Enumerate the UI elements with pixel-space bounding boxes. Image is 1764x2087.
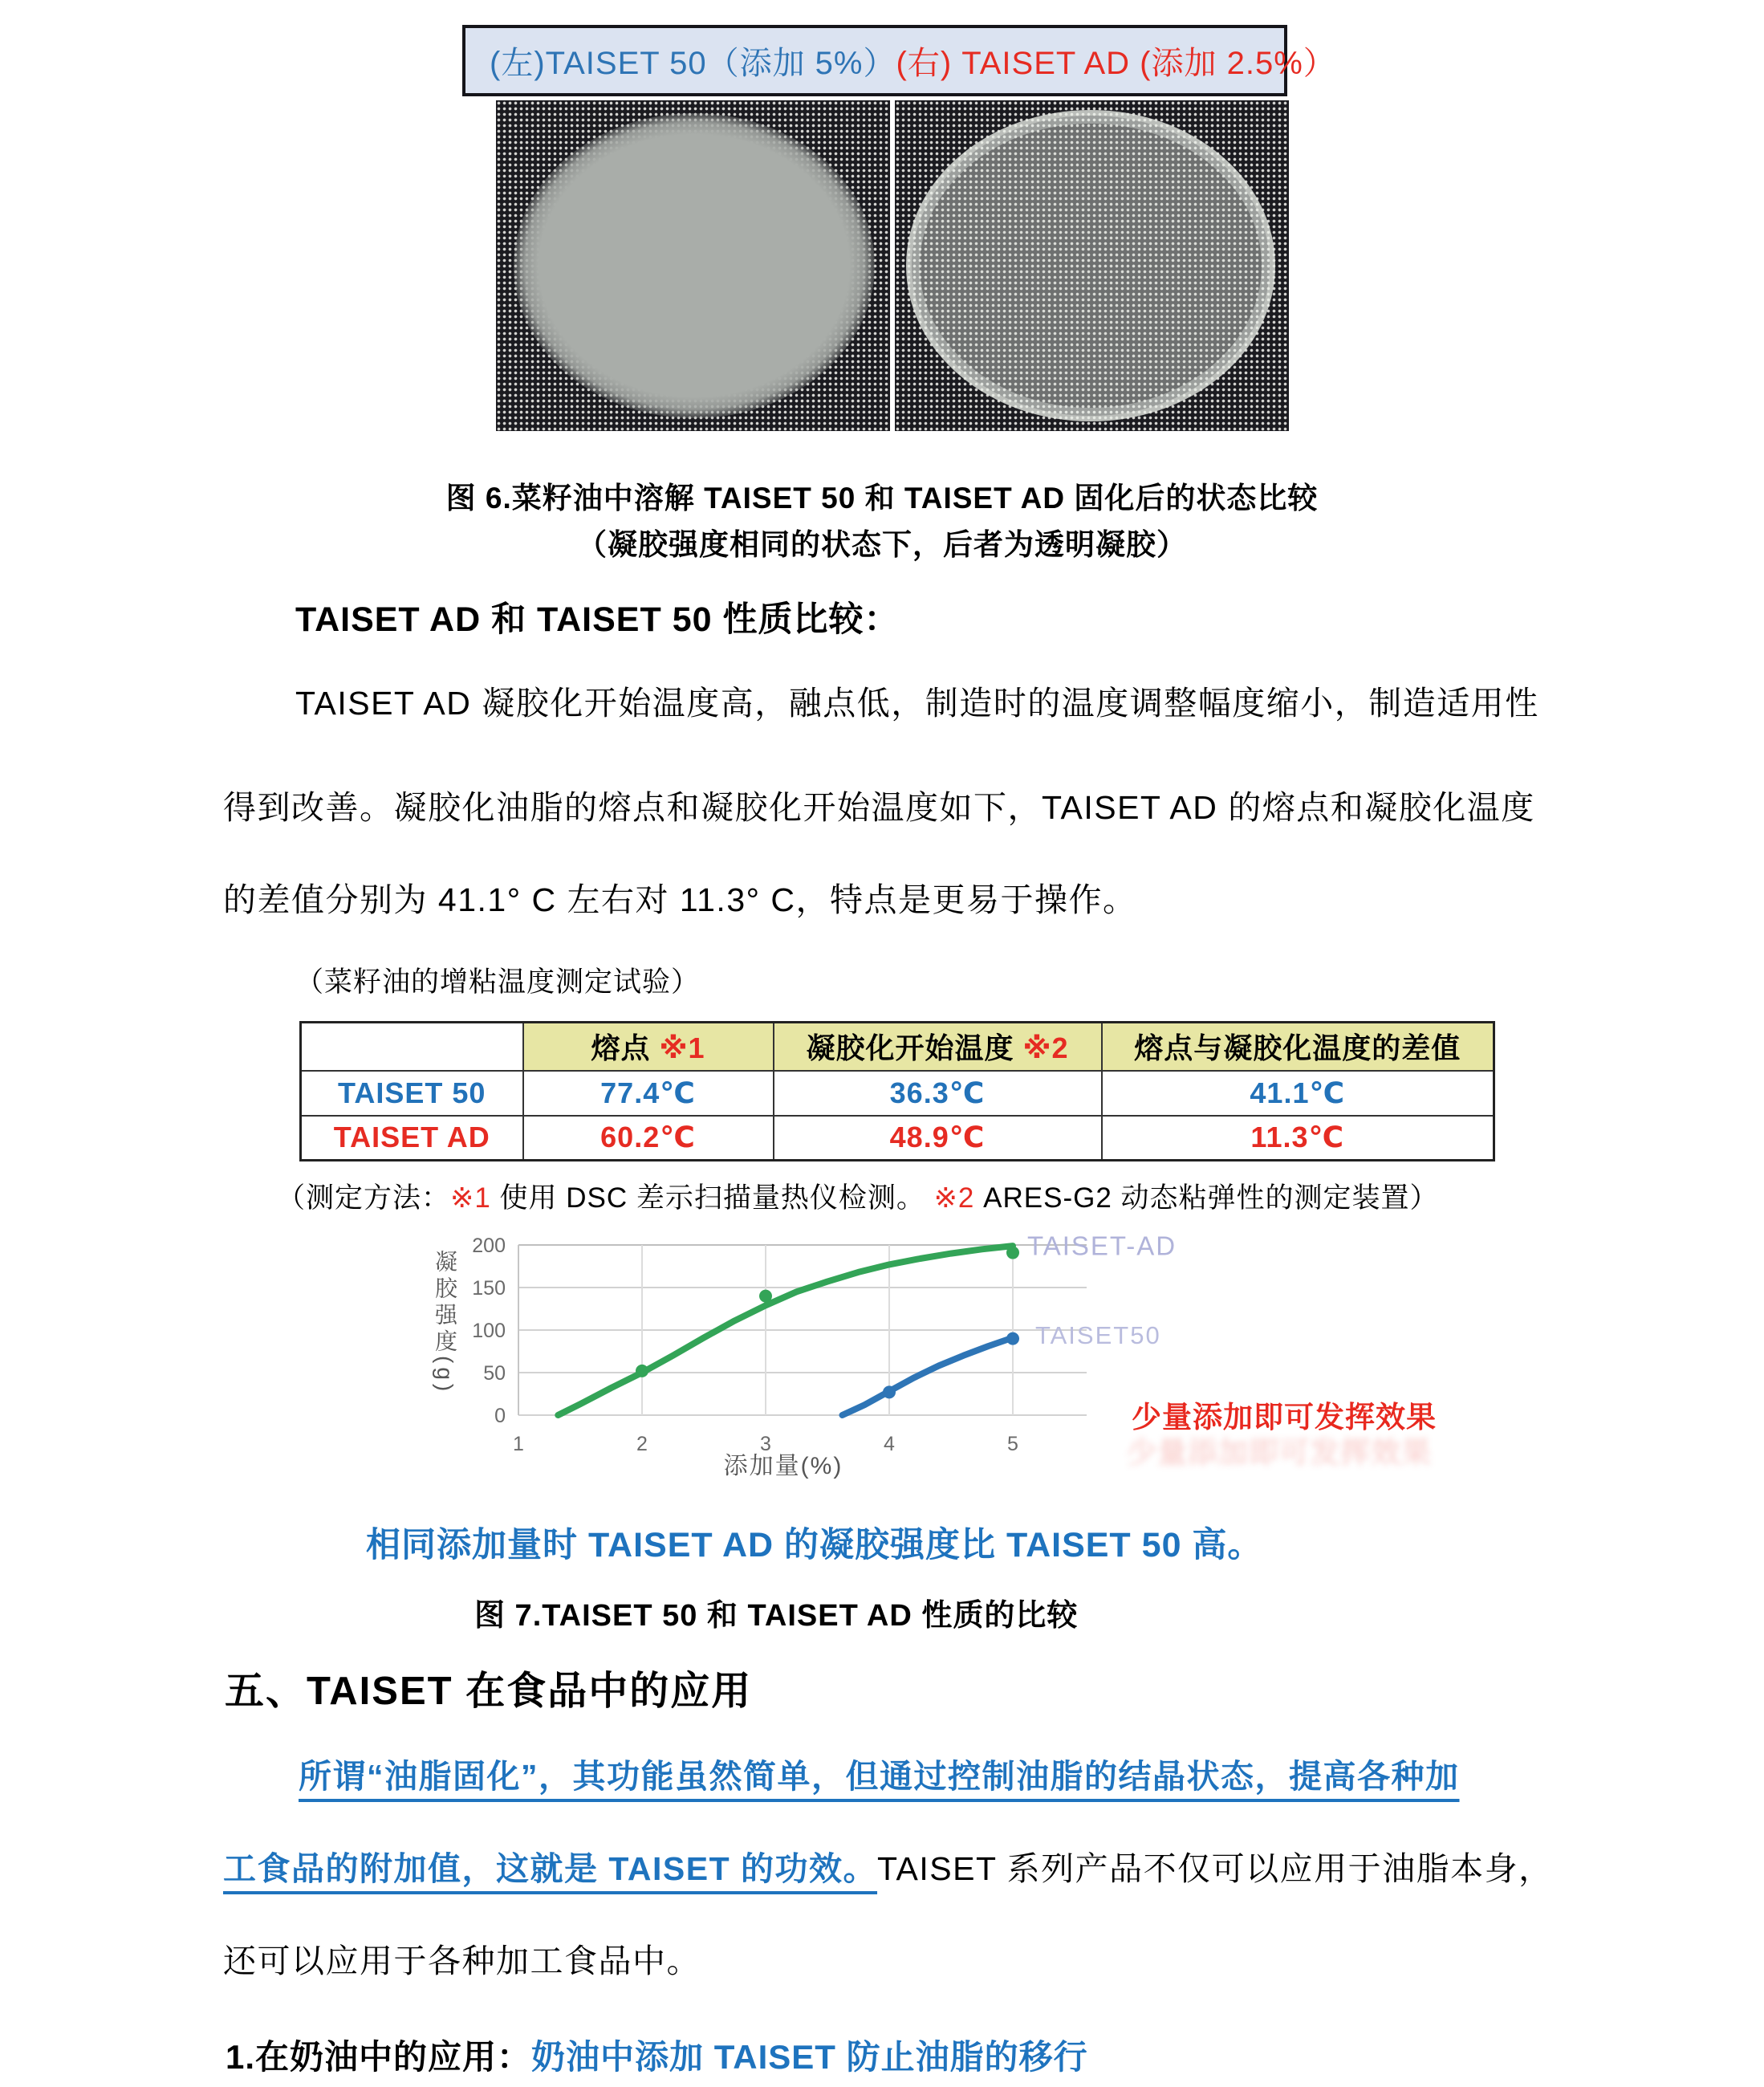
para-line-2: 得到改善。凝胶化油脂的熔点和凝胶化开始温度如下，TAISET AD 的熔点和凝胶化温度 [223, 789, 1535, 826]
method-note [277, 1176, 1439, 1216]
table-cell: 36.3℃ [774, 1071, 1102, 1116]
petri-dish-transparent [906, 110, 1275, 421]
para-line-3: 的差值分别为 41.1° C 左右对 11.3° C，特点是更易于操作。 [223, 881, 1137, 918]
table-cell: 77.4℃ [523, 1071, 774, 1116]
table-header-mark: ※1 [659, 1031, 705, 1065]
app-para-line2-blue: 工食品的附加值，这就是 TAISET 的功效。 [223, 1850, 878, 1887]
table-cell: 11.3℃ [1102, 1116, 1494, 1161]
table-header-cell: 凝胶化开始温度 ※2 [774, 1023, 1102, 1071]
chart-x-axis-title: 添加量(%) [723, 1453, 843, 1479]
application1-label: 1.在奶油中的应用： [226, 2038, 532, 2076]
app-para-line-1 [299, 1750, 1460, 1797]
table-header-mark: ※2 [1022, 1031, 1069, 1065]
table-cell: TAISET 50 [301, 1071, 523, 1116]
y-tick-label: 50 [483, 1362, 506, 1385]
para-line-1: TAISET AD 凝胶化开始温度高，融点低，制造时的温度调整幅度缩小，制造适用性 [295, 685, 1539, 722]
y-tick-label: 100 [472, 1320, 506, 1342]
table-row [301, 1116, 1494, 1161]
series-marker-TAISET50 [883, 1385, 896, 1398]
series-marker-TAISET-AD [636, 1365, 648, 1377]
table-cell: 60.2℃ [523, 1116, 774, 1161]
test-note: （菜籽油的增粘温度测定试验） [295, 966, 701, 998]
series-marker-TAISET50 [1006, 1332, 1019, 1345]
figure6-right-label: (右) TAISET AD (添加 2.5%） [896, 46, 1336, 81]
figure6-left-label: (左)TAISET 50（添加 5%） [490, 46, 896, 81]
method-mark-2: ※2 [933, 1182, 975, 1214]
figure7-caption: 图 7.TAISET 50 和 TAISET AD 性质的比较 [474, 1599, 1079, 1633]
petri-dish-opaque [514, 113, 875, 418]
gel-strength-chart [417, 1232, 1477, 1483]
y-tick-label: 200 [472, 1235, 506, 1257]
section5-heading: 五、TAISET 在食品中的应用 [225, 1670, 753, 1713]
method-note-text2: 使用 DSC 差示扫描量热仪检测。 [490, 1182, 934, 1214]
series-marker-TAISET-AD [759, 1290, 772, 1303]
x-tick-label: 1 [513, 1433, 524, 1455]
method-mark-1: ※1 [450, 1182, 491, 1214]
figure6-header-box [462, 25, 1336, 96]
table-header-cell: 熔点 ※1 [523, 1023, 774, 1071]
y-tick-label: 150 [472, 1277, 506, 1300]
series-label-taiset50: TAISET50 [1035, 1320, 1161, 1349]
table-row [301, 1071, 1494, 1116]
properties-table [299, 1021, 1495, 1161]
table-cell: TAISET AD [301, 1116, 523, 1161]
app-para-line-2 [223, 1842, 1553, 1890]
table-header-cell [301, 1023, 523, 1071]
series-line-TAISET50 [843, 1338, 1014, 1416]
application1-line [226, 2031, 1088, 2079]
chart-annotation-ghost: 少量添加即可发挥效果 [1127, 1436, 1432, 1469]
figure6-caption: 图 6.菜籽油中溶解 TAISET 50 和 TAISET AD 固化后的状态比较 [445, 482, 1319, 515]
table-header-row [301, 1023, 1494, 1071]
app-para-line-3: 还可以应用于各种加工食品中。 [223, 1943, 701, 1979]
x-tick-label: 5 [1007, 1433, 1018, 1455]
photo-taiset-ad [895, 100, 1289, 431]
x-tick-label: 3 [760, 1433, 771, 1455]
properties-table-body [301, 1071, 1494, 1161]
photo-taiset50 [496, 100, 890, 431]
app-para-line1-blue: 所谓“油脂固化”，其功能虽然简单，但通过控制油脂的结晶状态，提高各种加 [299, 1758, 1460, 1795]
method-note-text3: ARES-G2 动态粘弹性的测定装置） [974, 1182, 1439, 1214]
series-marker-TAISET-AD [1006, 1247, 1019, 1259]
properties-table-head [301, 1023, 1494, 1071]
figure6-subcaption: （凝胶强度相同的状态下，后者为透明凝胶） [577, 528, 1187, 561]
table-cell: 41.1℃ [1102, 1071, 1494, 1116]
app-para-line2-black: TAISET 系列产品不仅可以应用于油脂本身， [877, 1850, 1553, 1887]
compare-heading: TAISET AD 和 TAISET 50 性质比较： [295, 600, 900, 639]
figure6-photos [496, 100, 1289, 431]
chart-annotation: 少量添加即可发挥效果 [1132, 1401, 1437, 1434]
chart-conclusion: 相同添加量时 TAISET AD 的凝胶强度比 TAISET 50 高。 [366, 1526, 1263, 1564]
series-label-taiset-ad: TAISET-AD [1027, 1231, 1177, 1261]
chart-y-axis-title: 凝胶强度(g) [433, 1250, 457, 1396]
x-tick-label: 2 [636, 1433, 648, 1455]
x-tick-label: 4 [884, 1433, 895, 1455]
table-cell: 48.9℃ [774, 1116, 1102, 1161]
table-header-cell: 熔点与凝胶化温度的差值 [1102, 1023, 1494, 1071]
application1-text: 奶油中添加 TAISET 防止油脂的移行 [531, 2038, 1088, 2076]
y-tick-label: 0 [494, 1405, 506, 1427]
method-note-text: （测定方法： [277, 1182, 451, 1214]
